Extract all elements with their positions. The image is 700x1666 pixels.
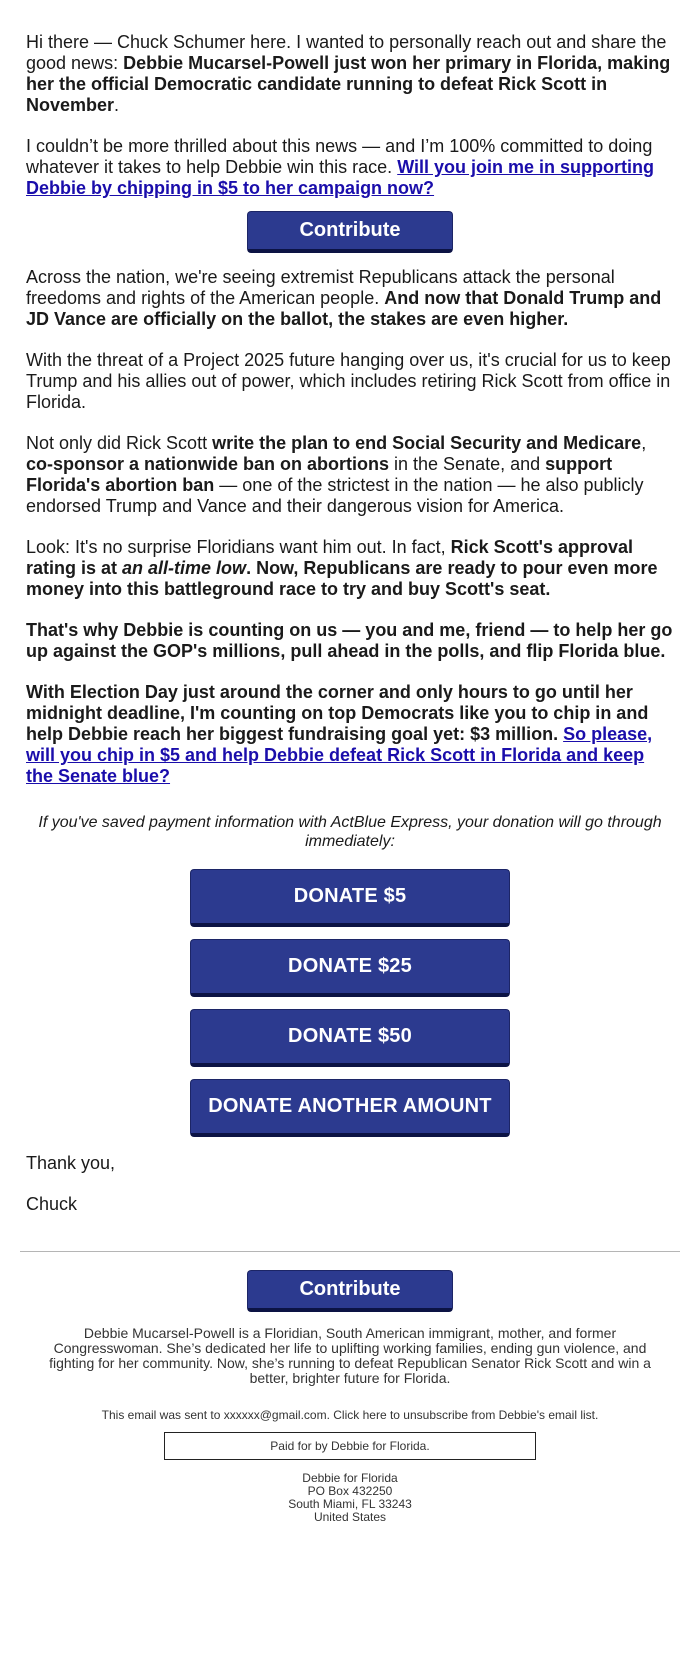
body-paragraph-5: Not only did Rick Scott write the plan to end Social Security and Medicare, co-sponsor a nationwide ban on abortions in the Senate, and support Florida's abortion ban — one of the strictest in the nation — he also publicly endorsed Trump and Vance and their dangerous vision for America. bbox=[26, 433, 647, 516]
body-paragraph-7: That's why Debbie is counting on us — you and me, friend — to help her go up against the GOP's millions, pull ahead in the polls, and flip Florida blue. bbox=[26, 620, 673, 661]
donate-buttons bbox=[26, 869, 674, 1137]
intro-paragraph-1: Hi there — Chuck Schumer here. I wanted to personally reach out and share the good news: Debbie Mucarsel-Powell just won her primary in Florida, making her the official Democratic candidate running to defeat Rick Scott in November. bbox=[26, 32, 671, 115]
footer-divider bbox=[20, 1251, 680, 1252]
contribute-row-footer bbox=[20, 1270, 680, 1312]
recipient-email[interactable]: xxxxxx@gmail.com bbox=[223, 1408, 327, 1422]
address-line: Debbie for Florida bbox=[302, 1471, 398, 1485]
email-body bbox=[20, 32, 680, 1215]
body-paragraph-8: With Election Day just around the corner and only hours to go until her midnight deadline, I'm counting on top Democrats like you to chip in and help Debbie reach her biggest fundraising goal yet: $3 million. So please, will you chip in $5 and help Debbie defeat Rick Scott in Florida and keep the Senate blue? bbox=[26, 682, 653, 786]
footer-contribute-button[interactable]: Contribute bbox=[247, 1270, 453, 1312]
contribute-row-top bbox=[26, 211, 674, 253]
actblue-express-note: If you've saved payment information with ActBlue Express, your donation will go through immediately: bbox=[38, 814, 662, 850]
candidate-bio: Debbie Mucarsel-Powell is a Floridian, South American immigrant, mother, and former Congresswoman. She’s dedicated her life to uplifting working families, ending gun violence, and fighting for her community. Now, she’s running to defeat Republican Senator Rick Scott and win a better, brighter future for Florida. bbox=[49, 1325, 651, 1386]
donate-50-button[interactable]: DONATE $50 bbox=[190, 1009, 510, 1067]
donate-other-amount-button[interactable]: DONATE ANOTHER AMOUNT bbox=[190, 1079, 510, 1137]
body-paragraph-4: With the threat of a Project 2025 future hanging over us, it's crucial for us to keep Trump and his allies out of power, which includes retiring Rick Scott from office in Florida. bbox=[26, 350, 671, 412]
sent-notice: This email was sent to xxxxxx@gmail.com. Click here to unsubscribe from Debbie's email list. bbox=[101, 1408, 599, 1422]
signoff-name: Chuck bbox=[26, 1194, 78, 1214]
signoff-thanks: Thank you, bbox=[26, 1153, 116, 1173]
address-line: South Miami, FL 33243 bbox=[288, 1497, 412, 1511]
address-line: PO Box 432250 bbox=[307, 1484, 393, 1498]
donate-25-button[interactable]: DONATE $25 bbox=[190, 939, 510, 997]
mailing-address bbox=[20, 1472, 680, 1524]
address-line: United States bbox=[313, 1510, 387, 1524]
body-paragraph-6: Look: It's no surprise Floridians want him out. In fact, Rick Scott's approval rating is at an all-time low. Now, Republicans are ready to pour even more money into this battleground race to try and buy Scott's seat. bbox=[26, 537, 658, 599]
paid-for-box: Paid for by Debbie for Florida. bbox=[164, 1432, 536, 1460]
email-container bbox=[20, 0, 680, 1524]
contribute-button[interactable]: Contribute bbox=[247, 211, 453, 253]
unsubscribe-link[interactable]: Click here to unsubscribe from Debbie's email list. bbox=[333, 1408, 599, 1422]
chip-in-link[interactable]: So please, will you chip in $5 and help Debbie defeat Rick Scott in Florida and keep the Senate blue? bbox=[26, 724, 653, 786]
body-paragraph-3: Across the nation, we're seeing extremist Republicans attack the personal freedoms and rights of the American people. And now that Donald Trump and JD Vance are officially on the ballot, the stakes are even higher. bbox=[26, 267, 662, 329]
intro-paragraph-2: I couldn’t be more thrilled about this news — and I’m 100% committed to doing whatever it takes to help Debbie win this race. Will you join me in supporting Debbie by chipping in $5 to her campaign now? bbox=[26, 136, 655, 198]
support-link[interactable]: Will you join me in supporting Debbie by chipping in $5 to her campaign now? bbox=[26, 157, 655, 198]
donate-5-button[interactable]: DONATE $5 bbox=[190, 869, 510, 927]
